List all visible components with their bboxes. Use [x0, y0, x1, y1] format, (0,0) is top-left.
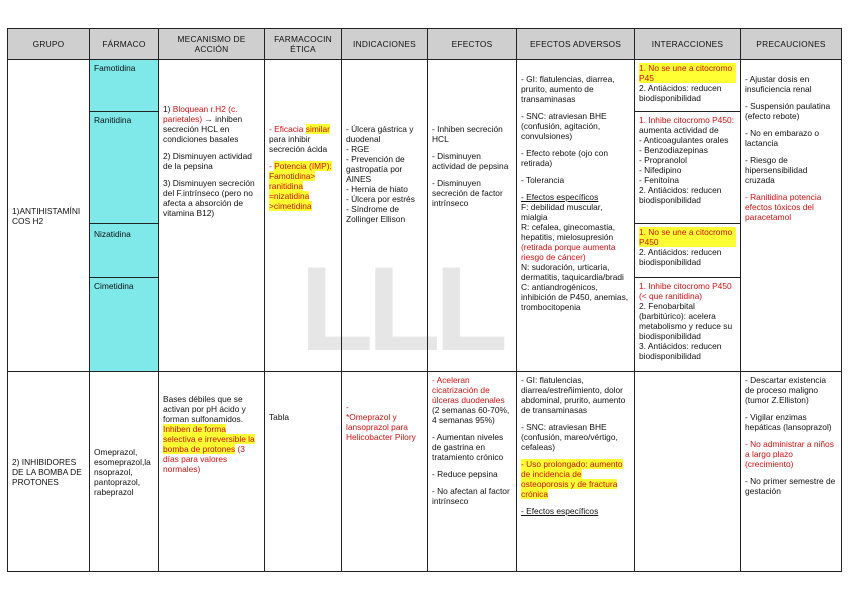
header-mecanismo: MECANISMO DE ACCIÓN [159, 29, 265, 60]
precaucion-item: - Riesgo de hipersensibilidad cruzada [745, 155, 808, 185]
header-precauciones: PRECAUCIONES [741, 29, 842, 60]
ef-ibp-a-red: - Aceleran cicatrización de úlceras duodenales [432, 375, 505, 405]
adv-ibp-esp: - Efectos específicos [521, 506, 599, 516]
int-cim-2: 2. Fenobarbital (barbitúrico): acelera metabolismo y reduce su biodisponibilidad [639, 301, 733, 341]
fc-a-hl: similar [305, 124, 330, 134]
grupo-ibp: 2) INHIBIDORES DE LA BOMBA DE PROTONES [8, 372, 90, 572]
adverso-rebote: - Efecto rebote (ojo con retirada) [521, 148, 609, 168]
mecanismo-p1-num: 1) [163, 104, 173, 114]
interaccion-cimetidina [635, 278, 741, 372]
precaucion-item: - Ajustar dosis en insuficiencia renal [745, 74, 812, 94]
indicacion-item: - Hernia de hiato [346, 184, 408, 194]
int-ran-item: - Benzodiazepinas [639, 145, 708, 155]
indicaciones-ibp [342, 372, 428, 572]
int-ran-1: 1. Inhibe citocromo P450: [639, 115, 734, 125]
indicacion-item: - Prevención de gastropatía por AINES [346, 154, 405, 184]
int-fam-1: 1. No se une a citocromo P45 [639, 63, 736, 83]
precauciones-cell [741, 60, 842, 372]
ef-ibp-b: - Aumentan niveles de gastrina en tratamiento crónico [432, 432, 504, 462]
adv-ibp-hl: - Uso prolongado: aumento de incidencia de osteoporosis y de fractura crónica [521, 459, 623, 499]
prec-ibp-item: - No primer semestre de gestación [745, 476, 836, 496]
farmaco-ibp: Omeprazol, esomeprazol,la nsoprazol, pantoprazol, rabeprazol [90, 372, 159, 572]
int-ran-1b: aumenta actividad de [639, 125, 719, 135]
precaucion-item: - Ranitidina potencia efectos tóxicos del paracetamol [745, 192, 822, 222]
grupo-antihistaminicos: 1)ANTIHISTAMÍNI COS H2 [8, 60, 90, 372]
precaucion-item: - Suspensión paulatina (efecto rebote) [745, 101, 831, 121]
mec-ibp-text: Bases débiles que se activan por pH ácido y forman sulfonamidos. [163, 394, 246, 424]
watermark: LLL [300, 242, 502, 376]
pharmacology-table [7, 28, 842, 572]
indicaciones-cell [342, 60, 428, 372]
header-grupo: GRUPO [8, 29, 90, 60]
adverso-c: C: antiandrogénicos, inhibición de P450, anemias, trombocitopenia [521, 282, 629, 312]
indicacion-item: - Síndrome de Zollinger Ellison [346, 204, 406, 224]
fc-a-rest: para inhibir secreción ácida [269, 134, 328, 154]
efecto-item: - Disminuyen actividad de pepsina [432, 151, 509, 171]
adv-ibp-gi: - GI: flatulencias, diarrea/estreñimiento, dolor abdominal, prurito, aumento de transaminasas [521, 375, 626, 415]
adverso-f: F: debilidad muscular, mialgia [521, 202, 603, 222]
int-niz-2: 2. Antiácidos: reducen biodisponibilidad [639, 247, 722, 267]
fc-b-hl: Potencia (IMP): Famotidina> ranitidina =nizatidina >cimetidina [269, 161, 332, 211]
interaccion-ranitidina [635, 112, 741, 224]
interaccion-famotidina [635, 60, 741, 112]
adv-ibp-snc: - SNC: atraviesan BHE (confusión, mareo/vértigo, cefaleas) [521, 422, 618, 452]
adverso-n: N: sudoración, urticaria, dermatitis, taquicardia/bradi [521, 262, 624, 282]
int-cim-1: 1. Inhibe citocromo P450 (< que ranitidina) [639, 281, 732, 301]
fc-a-red: Eficacia [274, 124, 304, 134]
header-interacciones: INTERACCIONES [635, 29, 741, 60]
farmacocinetica-cell [265, 60, 342, 372]
indicacion-item: - RGE [346, 144, 370, 154]
int-niz-1: 1. No se une a citocromo P450 [639, 227, 736, 247]
mecanismo-p3: 3) Disminuyen secreción del F.intrínseco (pero no afecta a absorción de vitamina B12) [163, 178, 255, 218]
farmaco-ranitidina: Ranitidina [90, 112, 159, 224]
mecanismo-p1-rest: → inhiben secreción HCL en condiciones basales [163, 114, 243, 144]
mecanismo-ibp [159, 372, 265, 572]
adverso-snc: - SNC: atraviesan BHE (confusión, agitación, convulsiones) [521, 111, 607, 141]
table-row [8, 60, 842, 112]
adverso-gi: - GI: flatulencias, diarrea, prurito, aumento de transaminasas [521, 74, 615, 104]
header-farmacocinetica: FARMACOCIN ÉTICA [265, 29, 342, 60]
header-indicaciones: INDICACIONES [342, 29, 428, 60]
ind-ibp-star: * [346, 412, 350, 422]
efectos-cell [428, 60, 517, 372]
int-ran-item: - Fenitoína [639, 175, 680, 185]
adverso-r: R: cefalea, ginecomastia, hepatitis, mielosupresión [521, 222, 616, 242]
prec-ibp-item: - No administrar a niños a largo plazo (crecimiento) [745, 439, 834, 469]
int-ran-item: - Propranolol [639, 155, 687, 165]
prec-ibp-item: - Descartar existencia de proceso maligno (tumor Z.Elliston) [745, 375, 826, 405]
header-row [8, 29, 842, 60]
ef-ibp-c: - Reduce pepsina [432, 469, 498, 479]
adverso-especificos-title: - Efectos específicos [521, 192, 599, 202]
header-farmaco: FÁRMACO [90, 29, 159, 60]
efecto-item: - Disminuyen secreción de factor intrínseco [432, 178, 503, 208]
int-ran-item: - Anticoagulantes orales [639, 135, 729, 145]
header-efectos-adversos: EFECTOS ADVERSOS [517, 29, 635, 60]
int-ran-2: 2. Antiácidos: reducen biodisponibilidad [639, 185, 722, 205]
table-row [8, 372, 842, 572]
interaccion-nizatidina [635, 224, 741, 278]
int-ran-item: - Nifedipino [639, 165, 682, 175]
mecanismo-cell [159, 60, 265, 372]
precauciones-ibp [741, 372, 842, 572]
adverso-tolerancia: - Tolerancia [521, 175, 565, 185]
farmaco-famotidina: Famotidina [90, 60, 159, 112]
ind-ibp-red: Omeprazol y lansoprazol para Helicobacter Pilory [346, 412, 416, 442]
efectos-ibp [428, 372, 517, 572]
adverso-r-red: (retirada porque aumenta riesgo de cáncer) [521, 242, 616, 262]
adversos-ibp [517, 372, 635, 572]
farmaco-cimetidina: Cimetidina [90, 278, 159, 372]
mec-ibp-hl: Inhiben de forma selectiva e irreversible la bomba de protones [163, 424, 255, 454]
indicacion-item: - Úlcera por estrés [346, 194, 415, 204]
mecanismo-p2: 2) Disminuyen actividad de la pepsina [163, 151, 252, 171]
efecto-item: - Inhiben secreción HCL [432, 124, 503, 144]
farmacocinetica-ibp: Tabla [265, 372, 342, 572]
farmaco-nizatidina: Nizatidina [90, 224, 159, 278]
mecanismo-p1-red: Bloquean r.H2 (c. parietales) [163, 104, 238, 124]
interacciones-ibp [635, 372, 741, 572]
header-efectos: EFECTOS [428, 29, 517, 60]
int-cim-3: 3. Antiácidos: reducen biodisponibilidad [639, 341, 722, 361]
fc-b-dash: - [269, 161, 275, 171]
ef-ibp-d: - No afectan al factor intrínseco [432, 486, 510, 506]
int-fam-2: 2. Antiácidos: reducen biodisponibilidad [639, 83, 722, 103]
adversos-cell [517, 60, 635, 372]
ind-ibp-dash: - [346, 402, 349, 412]
mec-ibp-red: (3 días para valores normales) [163, 444, 245, 474]
fc-a-dash: - [269, 124, 275, 134]
ef-ibp-a-rest: (2 semanas 60-70%, 4 semanas 95%) [432, 405, 510, 425]
prec-ibp-item: - Vigilar enzimas hepáticas (lansoprazol) [745, 412, 832, 432]
indicacion-item: - Úlcera gástrica y duodenal [346, 124, 414, 144]
precaucion-item: - No en embarazo o lactancia [745, 128, 820, 148]
